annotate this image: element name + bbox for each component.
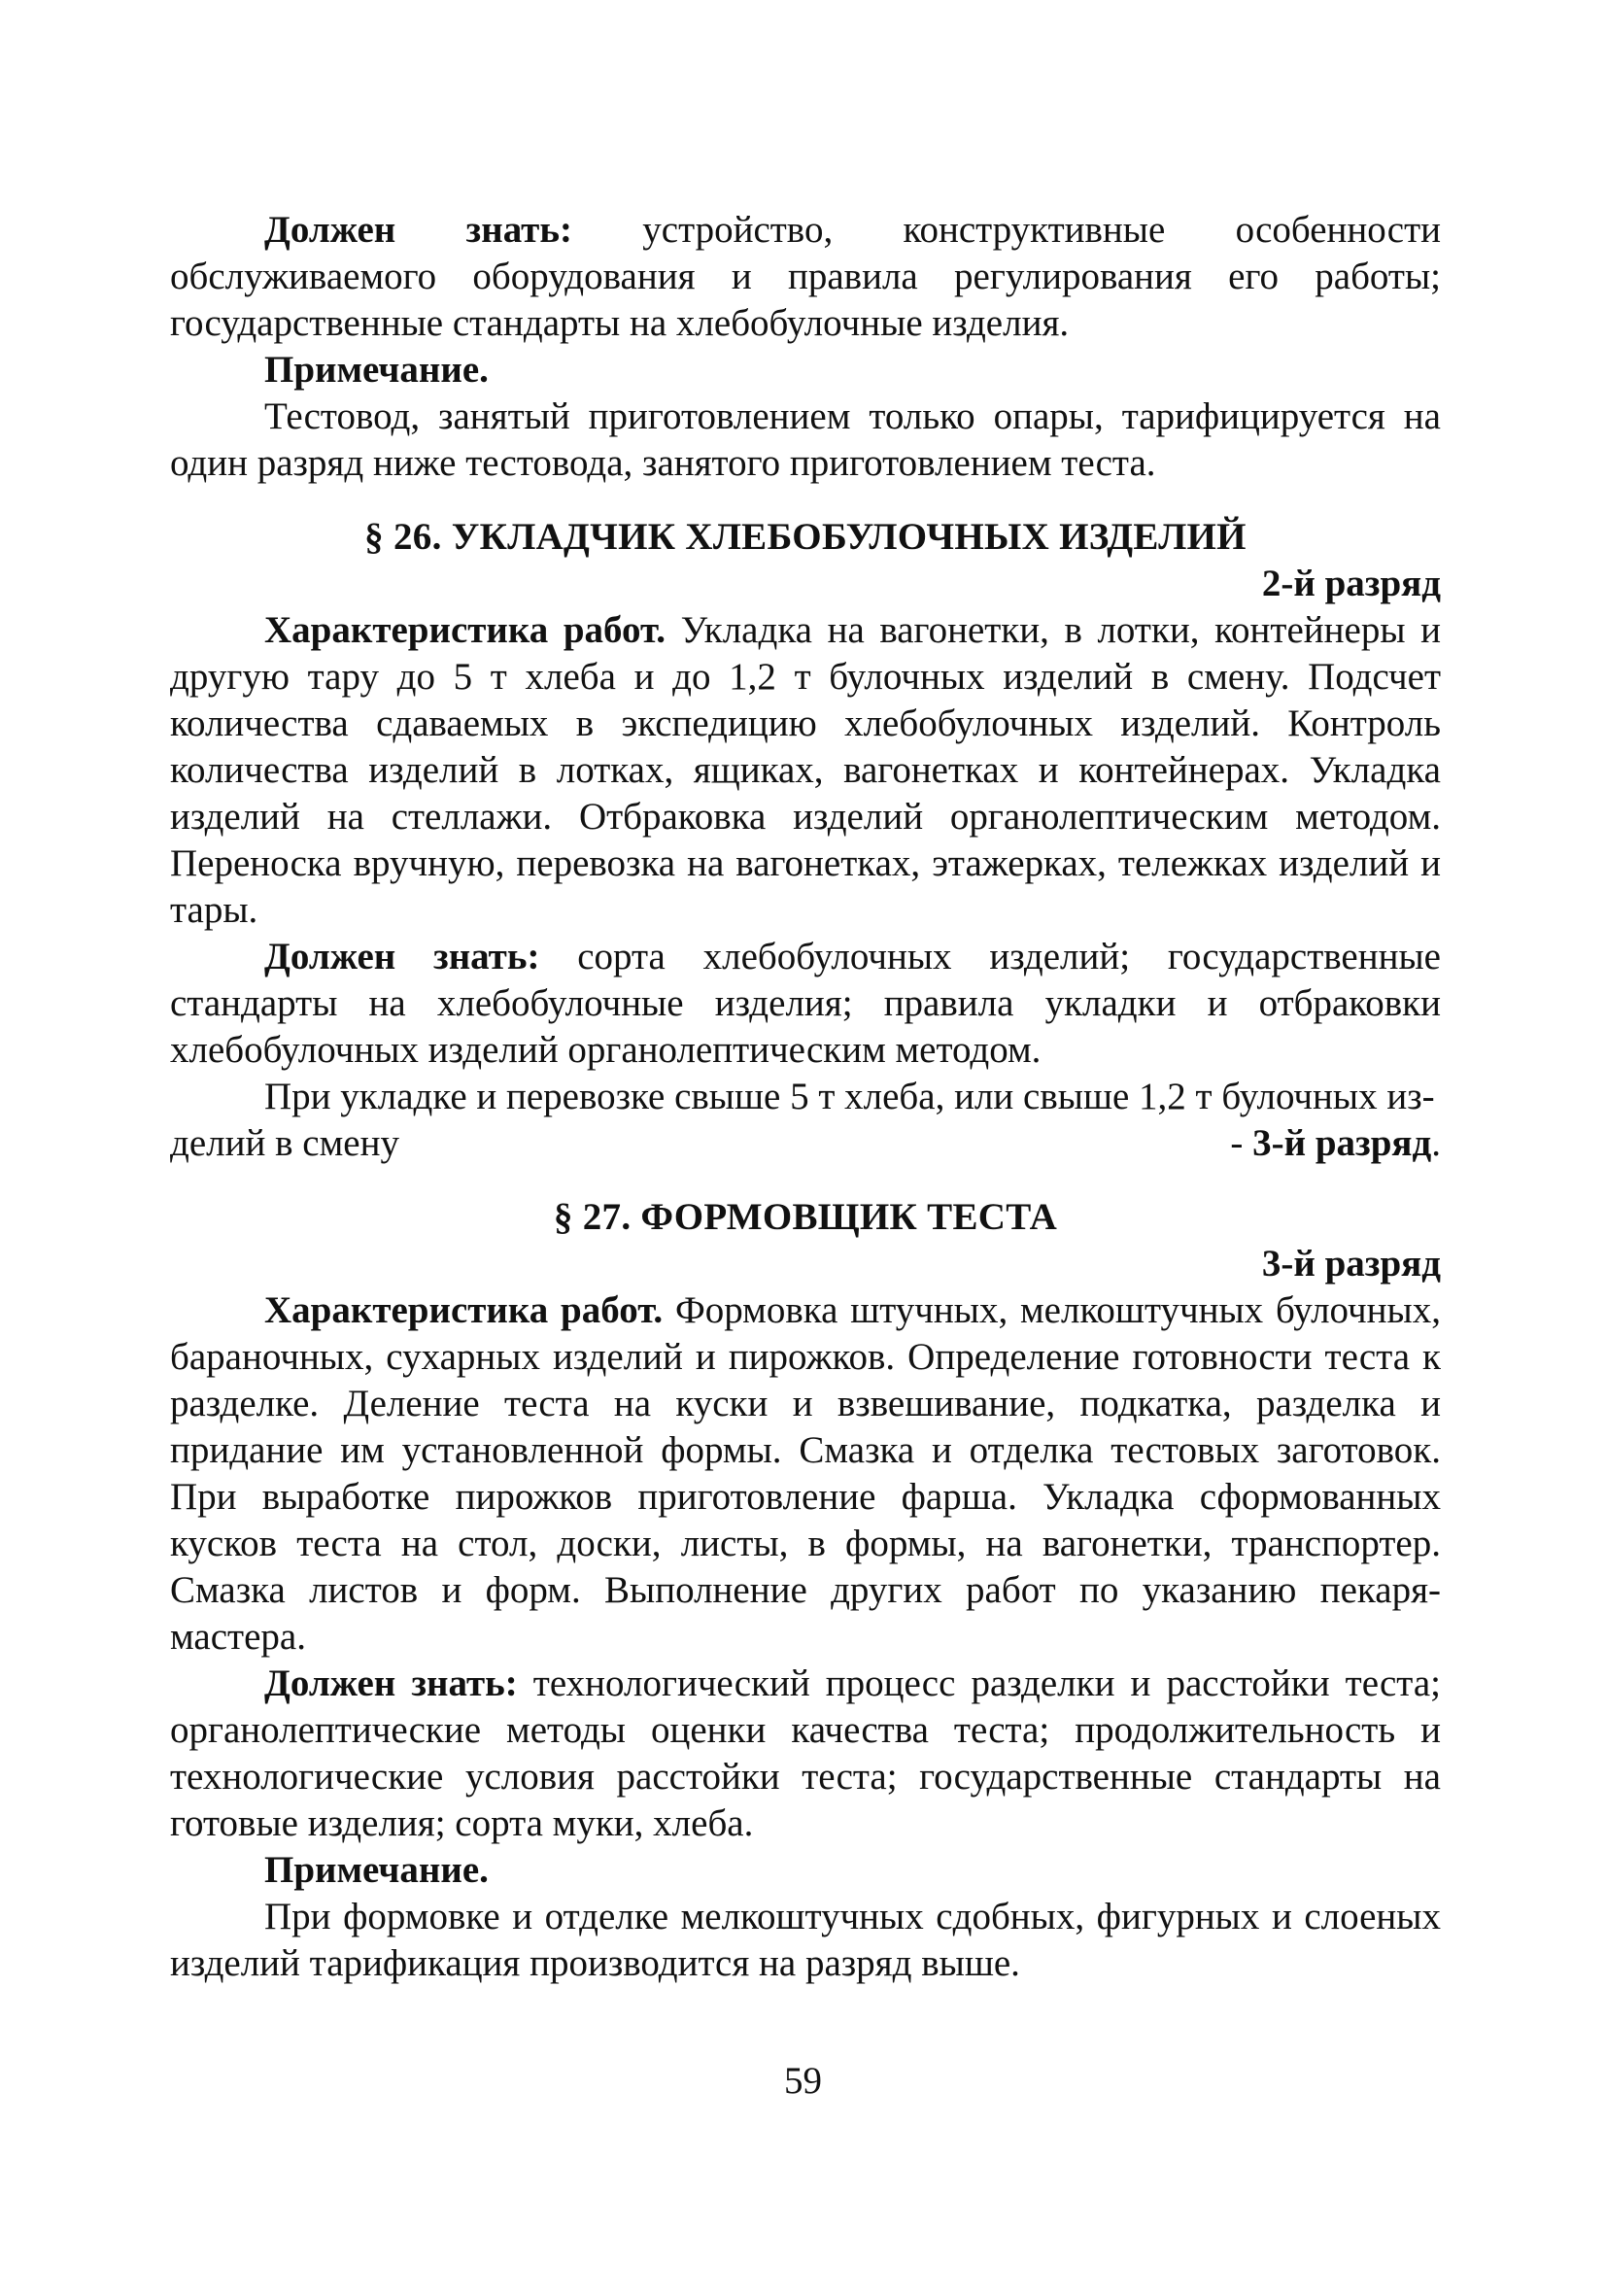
section-27-heading: § 27. ФОРМОВЩИК ТЕСТА — [553, 1196, 1058, 1238]
should-know-text: технологический процесс разделки и расстойки теста; органолептические методы оценки качества теста; продолжительность и технологические условия расстойки теста; государственные стандарты на готовые изделия; сорта муки, хлеба. — [170, 1662, 1441, 1844]
should-know-label: Должен знать: — [264, 1662, 518, 1704]
section-26-extra-line-2 — [170, 1120, 1441, 1167]
work-characteristics-label: Характеристика работ. — [264, 609, 666, 651]
paragraph-should-know — [170, 207, 1441, 347]
work-characteristics-label: Характеристика работ. — [264, 1289, 664, 1331]
work-characteristics-text: Формовка штучных, мелкоштучных булочных, бараночных, сухарных изделий и пирожков. Определение готовности теста к разделке. Деление теста на куски и взвешивание, подкатка, разделка и придание им установленной формы. Смазка и отделка тестовых заготовок. При выработке пирожков приготовление фарша. Укладка сформованных кусков теста на стол, доски, листы, в формы, на вагонетки, транспортер. Смазка листов и форм. Выполнение других работ по указанию пекаря-мастера. — [170, 1289, 1441, 1658]
note-label: Примечание. — [264, 349, 489, 391]
extra-line-2-right — [1230, 1120, 1441, 1167]
section-27-note-text: При формовке и отделке мелкоштучных сдобных, фигурных и слоеных изделий тарификация производится на разряд выше. — [170, 1896, 1441, 1984]
work-characteristics-text: Укладка на вагонетки, в лотки, контейнеры и другую тару до 5 т хлеба и до 1,2 т булочных изделий в смену. Подсчет количества сдаваемых в экспедицию хлебобулочных изделий. Контроль количества изделий в лотках, ящиках, вагонетках и контейнерах. Укладка изделий на стеллажи. Отбраковка изделий органолептическим методом. Переноска вручную, перевозка на вагонетках, этажерках, тележках изделий и тары. — [170, 609, 1441, 931]
section-27-grade: 3-й разряд — [1261, 1243, 1441, 1285]
section-27-work-characteristics — [170, 1287, 1441, 1661]
should-know-label: Должен знать: — [264, 936, 540, 977]
section-26-should-know — [170, 934, 1441, 1074]
section-26-grade: 2-й разряд — [1261, 563, 1441, 604]
section-26-work-characteristics — [170, 607, 1441, 934]
page-content — [170, 207, 1441, 1987]
note-text: Тестовод, занятый приготовлением только опары, тарифицируется на один разряд ниже тестовода, занятого приготовлением теста. — [170, 395, 1441, 484]
should-know-text: устройство, конструктивные особенности обслуживаемого оборудования и правила регулирования его работы; государственные стандарты на хлебобулочные изделия. — [170, 209, 1441, 344]
extra-line-2-prefix: - — [1230, 1122, 1253, 1164]
section-27-should-know — [170, 1661, 1441, 1847]
extra-line-2-suffix: . — [1431, 1122, 1441, 1164]
section-26-heading: § 26. УКЛАДЧИК ХЛЕБОБУЛОЧНЫХ ИЗДЕЛИЙ — [364, 516, 1247, 558]
should-know-label: Должен знать: — [264, 209, 572, 251]
extra-line-2-grade: 3-й разряд — [1252, 1122, 1432, 1164]
page-number: 59 — [784, 2060, 822, 2102]
extra-line-2-left: делий в смену — [170, 1122, 399, 1164]
should-know-text: сорта хлебобулочных изделий; государственные стандарты на хлебобулочные изделия; правила укладки и отбраковки хлебобулочных изделий органолептическим методом. — [170, 936, 1441, 1071]
section-27-note-label: Примечание. — [264, 1849, 489, 1891]
section-26-extra-line-1: При укладке и перевозке свыше 5 т хлеба, или свыше 1,2 т булочных из- — [264, 1076, 1435, 1117]
